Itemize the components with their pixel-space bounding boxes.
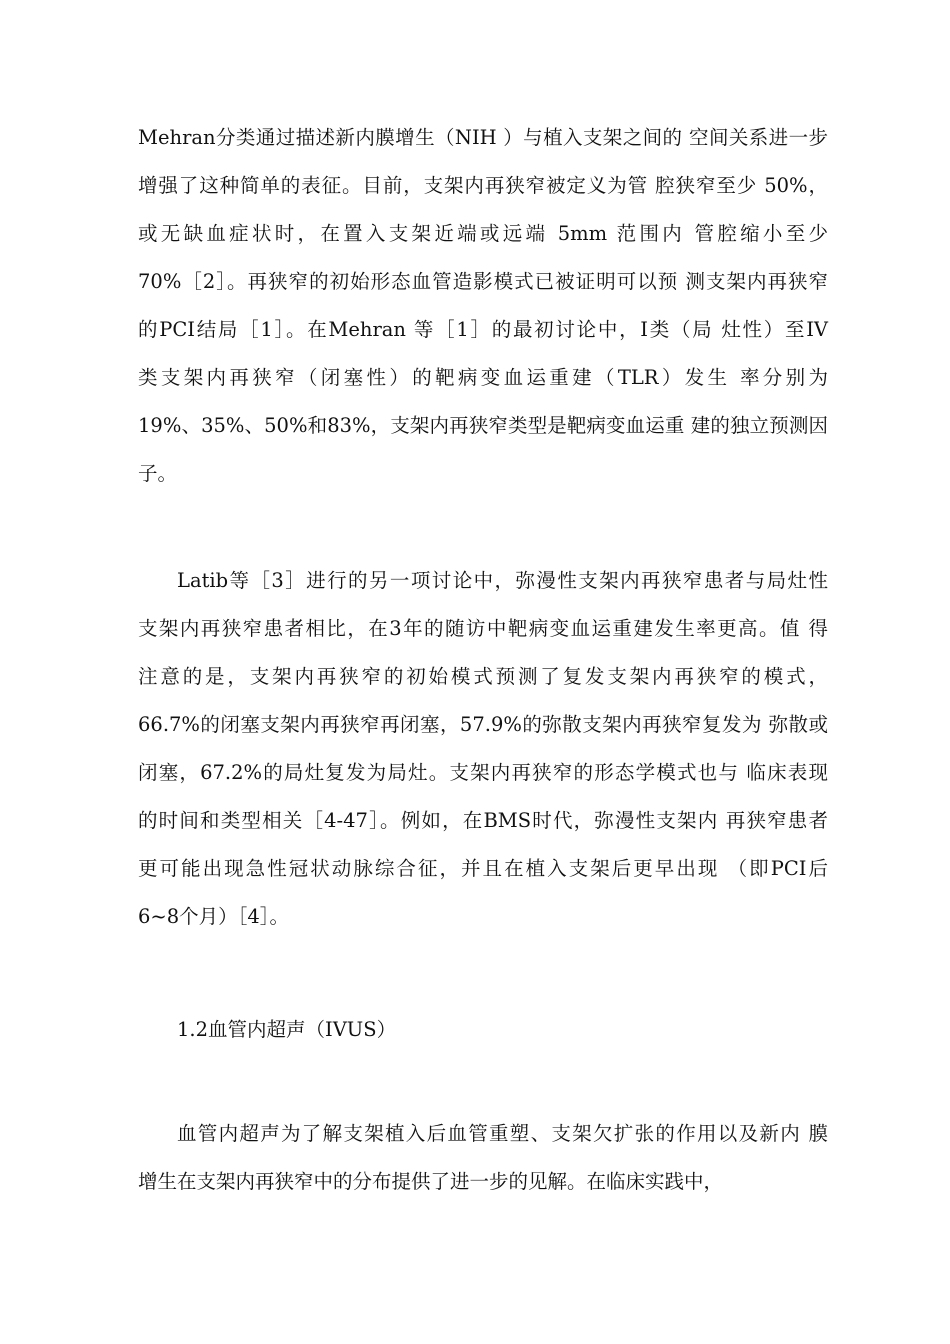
text-line: 类支架内再狭窄（闭塞性）的靶病变血运重建（TLR）发生 率分别为 bbox=[138, 366, 828, 389]
text-line: 更可能出现急性冠状动脉综合征，并且在植入支架后更早出现 （即PCI后 bbox=[138, 857, 828, 880]
text-line: 闭塞，67.2%的局灶复发为局灶。支架内再狭窄的形态学模式也与 临床表现 bbox=[138, 761, 828, 784]
heading-text: 1.2血管内超声（IVUS） bbox=[177, 1018, 397, 1041]
paragraph-mehran-classification bbox=[138, 114, 828, 498]
paragraph-ivus bbox=[138, 1110, 828, 1206]
paragraph-latib-study bbox=[138, 557, 828, 941]
text-line: 注意的是，支架内再狭窄的初始模式预测了复发支架内再狭窄的模式， bbox=[138, 665, 828, 688]
text-line: Latib等［3］进行的另一项讨论中，弥漫性支架内再狭窄患者与局灶性 bbox=[177, 569, 828, 592]
text-line: 70%［2］。再狭窄的初始形态血管造影模式已被证明可以预 测支架内再狭窄 bbox=[138, 270, 828, 293]
text-line: 19%、35%、50%和83%，支架内再狭窄类型是靶病变血运重 建的独立预测因 bbox=[138, 414, 828, 437]
text-line: 或无缺血症状时，在置入支架近端或远端 5mm 范围内 管腔缩小至少 bbox=[138, 222, 828, 245]
text-line: 66.7%的闭塞支架内再狭窄再闭塞，57.9%的弥散支架内再狭窄复发为 弥散或 bbox=[138, 713, 828, 736]
text-line: 的时间和类型相关［4-47］。例如，在BMS时代，弥漫性支架内 再狭窄患者 bbox=[138, 809, 828, 832]
text-line: 6~8个月）［4］。 bbox=[138, 905, 290, 928]
text-line: 子。 bbox=[138, 462, 178, 485]
section-heading-ivus bbox=[177, 1006, 867, 1054]
text-line: 增生在支架内再狭窄中的分布提供了进一步的见解。在临床实践中， bbox=[138, 1170, 724, 1193]
text-line: 支架内再狭窄患者相比，在3年的随访中靶病变血运重建发生率更高。值 得 bbox=[138, 617, 828, 640]
text-line: 的PCI结局［1］。在Mehran 等［1］的最初讨论中，I类（局 灶性）至IV bbox=[138, 318, 828, 341]
text-line: 血管内超声为了解支架植入后血管重塑、支架欠扩张的作用以及新内 膜 bbox=[177, 1122, 828, 1145]
text-line: 增强了这种简单的表征。目前，支架内再狭窄被定义为管 腔狭窄至少 50%， bbox=[138, 174, 828, 197]
text-line: Mehran分类通过描述新内膜增生（NIH ）与植入支架之间的 空间关系进一步 bbox=[138, 126, 828, 149]
